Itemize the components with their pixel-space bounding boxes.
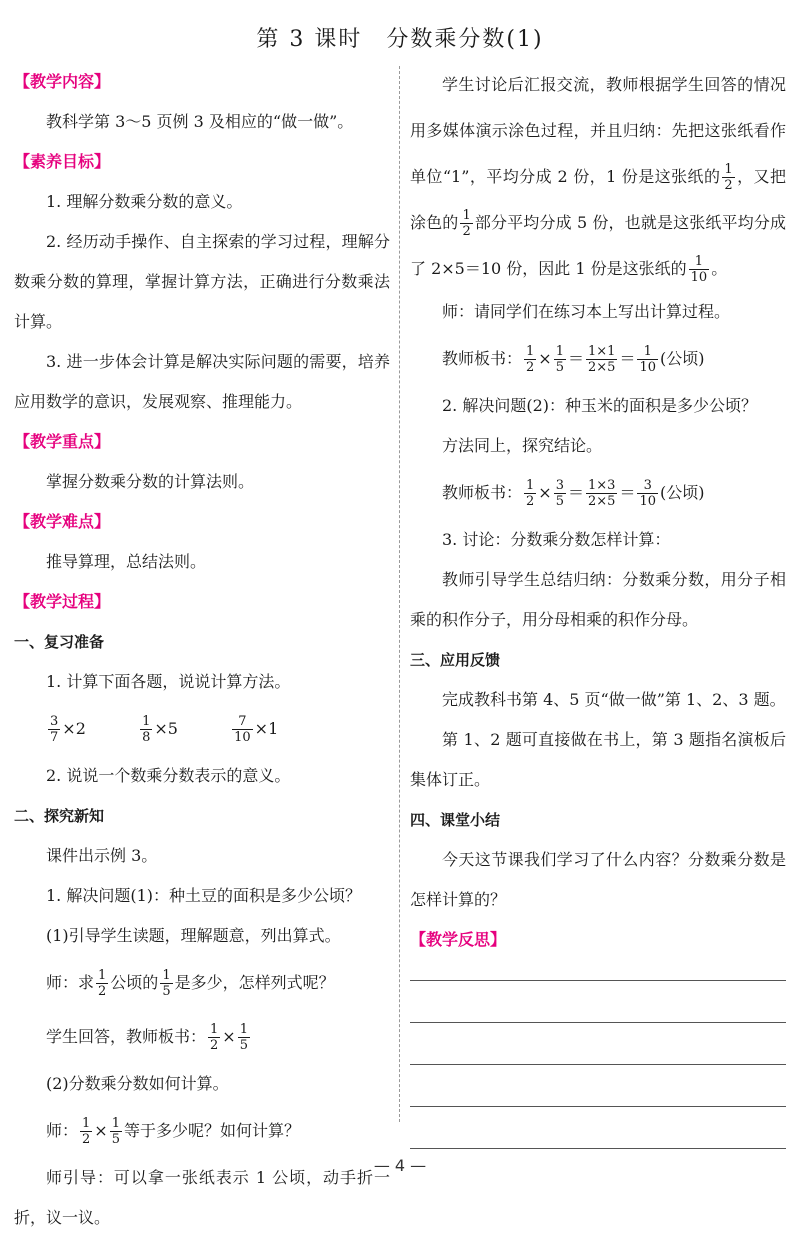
fraction: $\frac{3}{7}$: [50, 714, 59, 745]
goal-1: 1. 理解分数乘分数的意义。: [46, 192, 243, 211]
question-2: 2. 解决问题(2)：种玉米的面积是多少公顷？: [442, 396, 758, 415]
section-explore: 二、探究新知: [14, 807, 105, 825]
difficult-text: 推导算理，总结法则。: [46, 552, 207, 571]
fraction: $\frac{1\times 3}{2\times 5}$: [588, 478, 616, 509]
exercise-row: [14, 702, 390, 756]
summary-rule: 教师引导学生总结归纳：分数乘分数，用分子相乘的积作分子，用分母相乘的积作分母。: [410, 570, 786, 629]
writing-line: [410, 980, 786, 981]
fraction: $\frac{1}{2}$: [82, 1116, 91, 1147]
teacher-question-2: 师： $\frac{1}{2}$ × $\frac{1}{5}$ 等于多少呢？如何计算？: [46, 1116, 300, 1147]
column-divider: [399, 66, 400, 1122]
writing-line: [410, 1064, 786, 1065]
review-1: 1. 计算下面各题，说说计算方法。: [46, 672, 291, 691]
discussion-paragraph: 学生讨论后汇报交流，教师根据学生回答的情况用多媒体演示涂色过程，并且归纳：先把这张纸看作单位“1”，平均分成 2 份，1 份是这张纸的 $\frac{1}{2}$ ，又把涂色的 $\frac{1}{2}$ 部分平均分成 5 份，也就是这张纸平均分成了 2×5＝10 份，因此 1 份是这张纸的 $\frac{1}{10}$ 。: [410, 75, 786, 285]
fraction: $\frac{7}{10}$: [234, 714, 251, 745]
heading-key: 【教学重点】: [14, 432, 111, 451]
same-method: 方法同上，探究结论。: [442, 436, 603, 455]
writing-line: [410, 1106, 786, 1107]
goal-3: 3. 进一步体会计算是解决实际问题的需要，培养应用数学的意识，发展观察、推理能力。: [14, 352, 390, 411]
fraction: $\frac{3}{10}$: [639, 478, 656, 509]
fraction: $\frac{1}{8}$: [142, 714, 151, 745]
right-column: [410, 62, 786, 1190]
writing-line: [410, 1148, 786, 1149]
goal-2: 2. 经历动手操作、自主探索的学习过程，理解分数乘分数的算理，掌握计算方法，正确进行分数乘法计算。: [14, 232, 390, 331]
practice-2: 第 1、2 题可直接做在书上，第 3 题指名演板后集体订正。: [410, 730, 786, 789]
section-review: 一、复习准备: [14, 633, 105, 651]
heading-reflection: 【教学反思】: [410, 930, 507, 949]
teacher-question: 师：求 $\frac{1}{2}$ 公顷的 $\frac{1}{5}$ 是多少，怎样列式呢？: [46, 968, 335, 999]
fraction: $\frac{1}{5}$: [555, 344, 564, 375]
fraction: $\frac{1}{5}$: [111, 1116, 120, 1147]
page-number: — 4 —: [373, 1156, 427, 1175]
heading-process: 【教学过程】: [14, 592, 111, 611]
fraction: $\frac{1\times 1}{2\times 5}$: [588, 344, 616, 375]
heading-goals: 【素养目标】: [14, 152, 111, 171]
section-wrapup: 四、课堂小结: [410, 811, 501, 829]
board-formula-1: 教师板书： $\frac{1}{2}$ × $\frac{1}{5}$ ＝ $\frac{1\times 1}{2\times 5}$ ＝ $\frac{1}{10}$ (公顷): [442, 344, 705, 375]
show-example: 课件出示例 3。: [46, 846, 158, 865]
exercise-3: $\frac{7}{10}$ ×1: [234, 714, 279, 745]
fraction: $\frac{1}{2}$: [210, 1022, 219, 1053]
student-answer: 学生回答，教师板书： $\frac{1}{2}$ × $\frac{1}{5}$: [46, 1022, 248, 1053]
practice-1: 完成教科书第 4、5 页“做一做”第 1、2、3 题。: [442, 690, 786, 709]
page-title: 第 3 课时 分数乘分数(1): [256, 27, 544, 52]
exercise-1: $\frac{3}{7}$ ×2: [50, 714, 86, 745]
fraction: $\frac{1}{2}$: [724, 162, 733, 193]
fraction: $\frac{1}{10}$: [639, 344, 656, 375]
step-1: (1)引导学生读题，理解题意，列出算式。: [46, 926, 341, 945]
heading-difficult: 【教学难点】: [14, 512, 111, 531]
fraction: $\frac{1}{2}$: [526, 344, 535, 375]
step-2: (2)分数乘分数如何计算。: [46, 1074, 229, 1093]
fraction: $\frac{1}{5}$: [162, 968, 171, 999]
section-apply: 三、应用反馈: [410, 651, 501, 669]
fraction: $\frac{3}{5}$: [555, 478, 564, 509]
heading-content: 【教学内容】: [14, 72, 111, 91]
left-column: [14, 62, 390, 1238]
discuss-3: 3. 讨论：分数乘分数怎样计算：: [442, 530, 671, 549]
board-formula-2: 教师板书： $\frac{1}{2}$ × $\frac{3}{5}$ ＝ $\frac{1\times 3}{2\times 5}$ ＝ $\frac{3}{10}$ (公顷): [442, 478, 705, 509]
content-text: 教科学第 3～5 页例 3 及相应的“做一做”。: [46, 112, 354, 131]
fraction: $\frac{1}{2}$: [526, 478, 535, 509]
guide-text: 师引导：可以拿一张纸表示 1 公顷，动手折一折，议一议。: [14, 1168, 390, 1227]
fraction: $\frac{1}{5}$: [239, 1022, 248, 1053]
wrapup-text: 今天这节课我们学习了什么内容？分数乘分数是怎样计算的？: [410, 850, 786, 909]
exercise-2: $\frac{1}{8}$ ×5: [142, 714, 178, 745]
fraction: $\frac{1}{10}$: [690, 254, 708, 285]
ask-write: 师：请同学们在练习本上写出计算过程。: [442, 302, 731, 321]
review-2: 2. 说说一个数乘分数表示的意义。: [46, 766, 291, 785]
reflection-lines: [410, 980, 786, 1149]
question-1: 1. 解决问题(1)：种土豆的面积是多少公顷？: [46, 886, 362, 905]
fraction: $\frac{1}{2}$: [462, 208, 471, 239]
fraction: $\frac{1}{2}$: [98, 968, 107, 999]
writing-line: [410, 1022, 786, 1023]
key-text: 掌握分数乘分数的计算法则。: [46, 472, 255, 491]
